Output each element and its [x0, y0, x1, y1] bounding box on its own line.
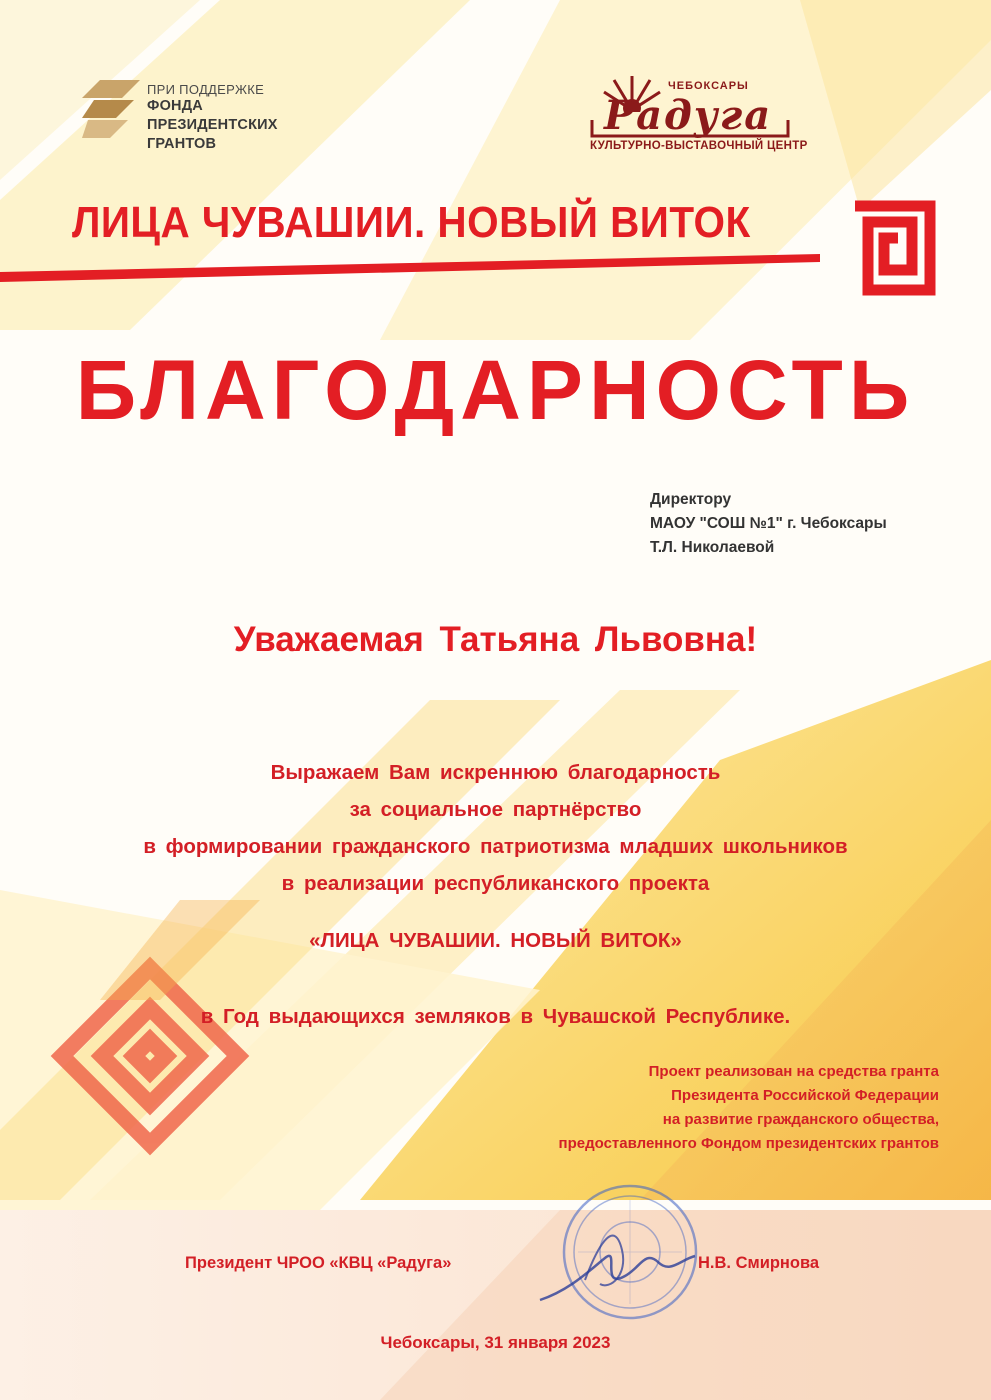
raduga-logo — [560, 70, 810, 165]
grant-note-line: Президента Российской Федерации — [671, 1087, 939, 1104]
body-line: Выражаем Вам искреннюю благодарность — [270, 761, 721, 784]
grant-logo-text — [147, 82, 278, 154]
project-title: ЛИЦА ЧУВАШИИ. НОВЫЙ ВИТОК — [72, 198, 751, 247]
body-line: за социальное партнёрство — [349, 798, 642, 821]
year-line: в Год выдающихся земляков в Чувашской Республике. — [200, 1005, 791, 1028]
ornament-top — [855, 206, 930, 290]
grant-note-line: на развитие гражданского общества, — [662, 1111, 939, 1128]
presidential-grants-icon — [82, 80, 140, 138]
presidential-grants-logo — [82, 74, 312, 164]
greeting: Уважаемая Татьяна Львовна! — [233, 620, 758, 659]
grant-logo-line: ФОНДА — [147, 98, 203, 114]
body-line: в реализации республиканского проекта — [281, 872, 710, 895]
project-quote: «ЛИЦА ЧУВАШИИ. НОВЫЙ ВИТОК» — [309, 929, 682, 952]
place-date: Чебоксары, 31 января 2023 — [380, 1333, 611, 1352]
addressee-line: Директору — [650, 491, 732, 508]
body-line: в формировании гражданского патриотизма младших школьников — [143, 835, 848, 858]
addressee-line: Т.Л. Николаевой — [650, 539, 775, 556]
signatory-title: Президент ЧРОО «КВЦ «Радуга» — [185, 1254, 452, 1272]
grant-logo-line: ПРЕЗИДЕНТСКИХ — [147, 117, 278, 133]
raduga-frame — [590, 116, 790, 140]
addressee-line: МАОУ "СОШ №1" г. Чебоксары — [650, 515, 887, 532]
body-text — [0, 754, 991, 902]
grant-note-line: предоставленного Фондом президентских грантов — [558, 1135, 939, 1152]
grant-note-line: Проект реализован на средства гранта — [648, 1063, 939, 1080]
grant-logo-line: ПРИ ПОДДЕРЖКЕ — [147, 82, 265, 97]
raduga-city: ЧЕБОКСАРЫ — [668, 80, 749, 92]
seal-stamp — [530, 1180, 710, 1330]
raduga-subtitle: КУЛЬТУРНО-ВЫСТАВОЧНЫЙ ЦЕНТР — [590, 140, 808, 152]
grant-logo-line: ГРАНТОВ — [147, 136, 217, 152]
signatory-name: Н.В. Смирнова — [698, 1254, 820, 1272]
raduga-name: Радуга — [604, 92, 773, 139]
document-title: БЛАГОДАРНОСТЬ — [75, 343, 916, 437]
addressee — [650, 488, 887, 560]
grant-note — [559, 1060, 939, 1156]
